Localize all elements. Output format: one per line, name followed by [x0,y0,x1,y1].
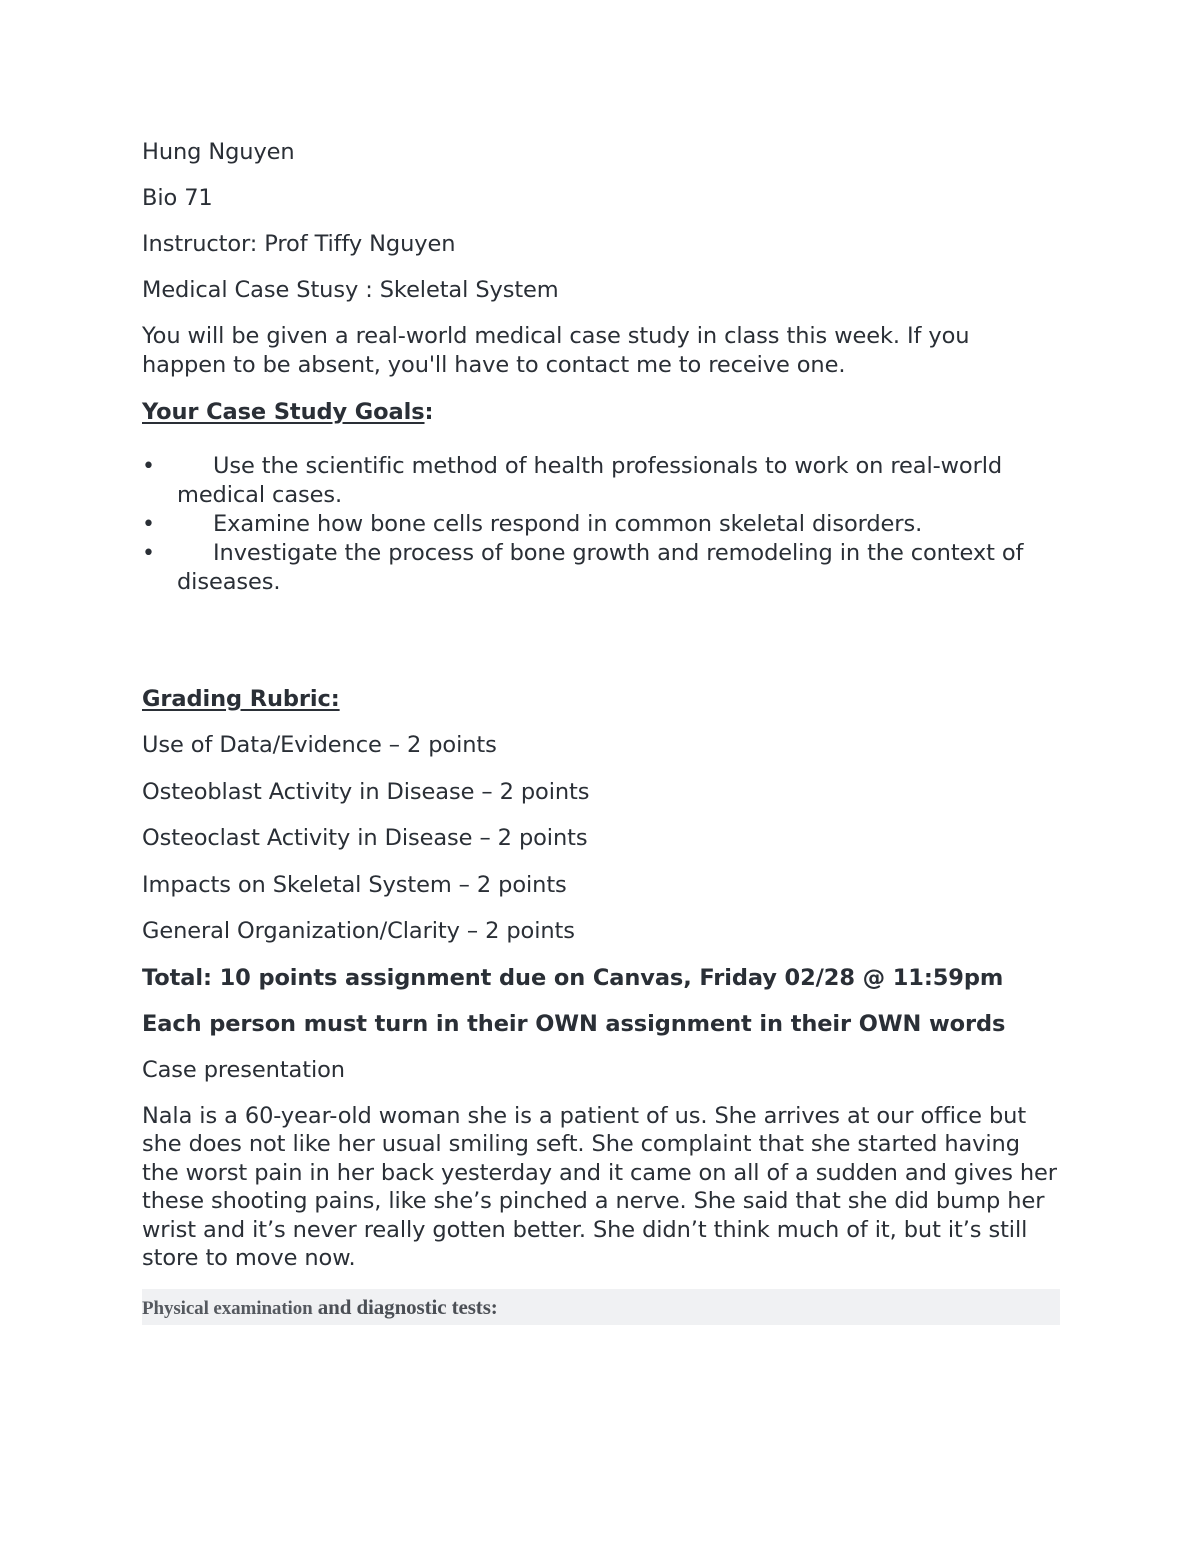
rubric-item: Osteoblast Activity in Disease – 2 points [142,778,590,805]
exam-heading-bar [142,1289,1060,1325]
rubric-heading: Grading Rubric: [142,686,340,712]
goals-heading [142,400,1060,424]
rubric-item: Osteoclast Activity in Disease – 2 points [142,825,588,851]
assignment-title: Medical Case Stusy : Skeletal System [142,277,559,303]
goal-item [142,539,1060,597]
document-body [142,140,1060,1325]
bullet-icon: • [142,454,155,479]
rubric-item: Use of Data/Evidence – 2 points [142,732,497,758]
rubric-item: Impacts on Skeletal System – 2 points [142,871,567,898]
goals-list [142,452,1060,597]
goal-text: Examine how bone cells respond in common skeletal disorders. [213,511,923,537]
goals-heading-colon: : [424,399,434,425]
student-name: Hung Nguyen [142,139,295,165]
exam-heading-part2: and diagnostic tests: [312,1295,498,1320]
exam-heading-part1: Physical examination [142,1298,313,1320]
instructor-line: Instructor: Prof Tiffy Nguyen [142,231,456,257]
goal-text: Investigate the process of bone growth and remodeling in the context of diseases. [177,540,1024,595]
total-points-line: Total: 10 points assignment due on Canvas, Friday 02/28 @ 11:59pm [142,964,1004,991]
rubric-list [142,733,1060,943]
bullet-icon: • [142,512,155,537]
goal-item [142,452,1060,510]
course-name: Bio 71 [142,185,213,211]
goals-heading-text: Your Case Study Goals [142,399,425,425]
case-paragraph: Nala is a 60-year-old woman she is a patient of us. She arrives at our office but she does not like her usual smiling seft. She complaint that she started having the worst pain in her back yesterday and it came on all of a sudden and gives her these shooting pains, like she’s pinched a nerve. She said that she did bump her wrist and it’s never really gotten better. She didn’t think much of it, but it’s still store to move now. [142,1102,1057,1272]
rubric-item: General Organization/Clarity – 2 points [142,918,575,944]
case-heading: Case presentation [142,1056,345,1083]
goal-text: Use the scientific method of health professionals to work on real-world medical cases. [177,453,1003,508]
own-work-notice: Each person must turn in their OWN assignment in their OWN words [142,1010,1006,1037]
intro-paragraph: You will be given a real-world medical case study in class this week. If you happen to be absent, you'll have to contact me to receive one. [142,323,970,378]
bullet-icon: • [142,541,155,566]
goal-item [142,510,1060,539]
